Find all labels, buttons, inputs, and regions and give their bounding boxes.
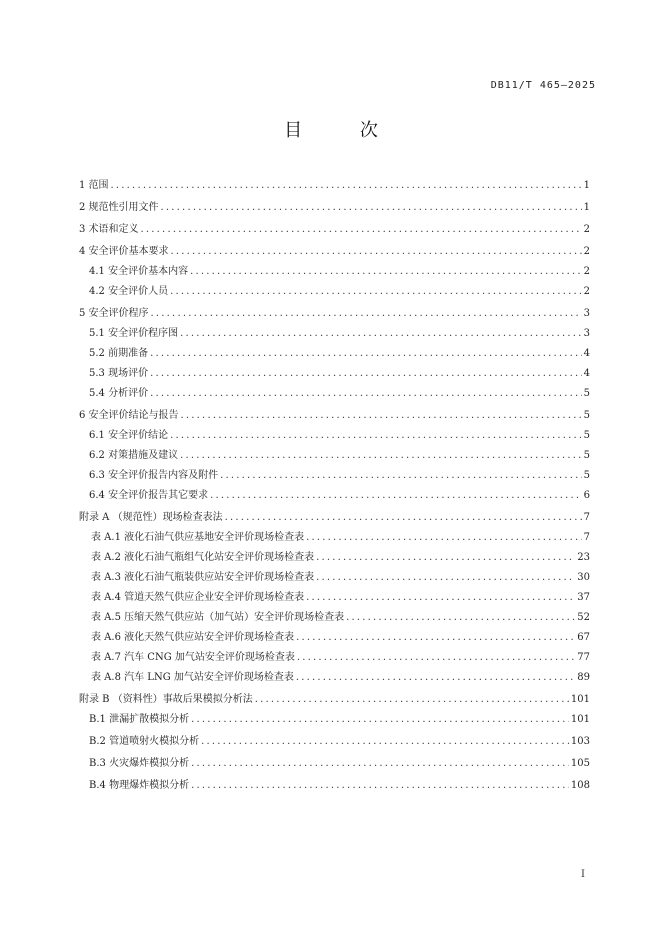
toc-leader-dots <box>150 388 582 400</box>
toc-entry-page: 2 <box>583 286 590 297</box>
toc-leader-dots <box>150 368 582 380</box>
toc-entry-label: 表 A.5 压缩天然气供应站（加气站）安全评价现场检查表 <box>91 612 345 623</box>
toc-leader-dots <box>170 430 582 442</box>
toc-entry[interactable] <box>79 410 590 422</box>
toc-leader-dots <box>170 286 582 298</box>
toc-entry-label: 5.1 安全评价程序图 <box>89 328 179 339</box>
toc-entry[interactable] <box>79 328 590 340</box>
toc-entry[interactable] <box>79 652 590 664</box>
toc-entry[interactable] <box>79 714 590 726</box>
toc-entry-page: 77 <box>577 652 590 663</box>
toc-entry-page: 1 <box>583 202 590 213</box>
toc-entry-label: 4.1 安全评价基本内容 <box>89 266 189 277</box>
toc-entry-page: 89 <box>577 672 590 683</box>
toc-leader-dots <box>306 592 575 604</box>
toc-entry-page: 4 <box>583 368 590 379</box>
toc-entry-label: 1 范围 <box>79 180 109 191</box>
toc-entry-label: 6.1 安全评价结论 <box>89 430 169 441</box>
toc-entry[interactable] <box>79 552 590 564</box>
toc-entry-page: 101 <box>570 694 590 705</box>
toc-entry-page: 5 <box>583 410 590 421</box>
toc-entry-label: 5.3 现场评价 <box>89 368 149 379</box>
toc-leader-dots <box>190 266 582 278</box>
toc-leader-dots <box>346 612 575 624</box>
toc-entry[interactable] <box>79 224 590 236</box>
toc-entry-page: 5 <box>583 450 590 461</box>
toc-entry-page: 37 <box>577 592 590 603</box>
table-of-contents <box>79 172 590 792</box>
toc-entry-label: 表 A.3 液化石油气瓶装供应站安全评价现场检查表 <box>91 572 315 583</box>
toc-entry-page: 3 <box>583 308 590 319</box>
toc-entry-page: 1 <box>583 180 590 191</box>
toc-entry-label: 表 A.6 液化天然气供应站安全评价现场检查表 <box>91 632 295 643</box>
toc-entry[interactable] <box>79 202 590 214</box>
toc-entry-label: 附录 B （资料性）事故后果模拟分析法 <box>79 694 253 705</box>
toc-entry[interactable] <box>79 758 590 770</box>
toc-leader-dots <box>180 328 582 340</box>
toc-leader-dots <box>255 694 569 706</box>
toc-leader-dots <box>150 348 582 360</box>
toc-entry-label: 表 A.4 管道天然气供应企业安全评价现场检查表 <box>91 592 305 603</box>
document-code: DB11/T 465—2025 <box>490 80 596 91</box>
toc-leader-dots <box>316 572 575 584</box>
toc-entry-page: 3 <box>583 328 590 339</box>
toc-entry[interactable] <box>79 246 590 258</box>
toc-entry-label: 3 术语和定义 <box>79 224 139 235</box>
toc-leader-dots <box>297 652 575 664</box>
toc-entry-page: 2 <box>583 246 590 257</box>
toc-entry[interactable] <box>79 266 590 278</box>
toc-entry[interactable] <box>79 308 590 320</box>
toc-entry-label: 4.2 安全评价人员 <box>89 286 169 297</box>
toc-entry-label: 表 A.7 汽车 CNG 加气站安全评价现场检查表 <box>91 652 295 663</box>
toc-entry-page: 105 <box>570 758 590 769</box>
toc-entry-page: 103 <box>570 736 590 747</box>
toc-entry-label: B.1 泄漏扩散模拟分析 <box>89 714 190 725</box>
toc-leader-dots <box>210 490 582 502</box>
toc-entry[interactable] <box>79 470 590 482</box>
toc-leader-dots <box>225 512 582 524</box>
toc-entry[interactable] <box>79 672 590 684</box>
toc-entry-page: 23 <box>577 552 590 563</box>
toc-leader-dots <box>296 672 575 684</box>
toc-entry-page: 6 <box>583 490 590 501</box>
toc-entry[interactable] <box>79 450 590 462</box>
toc-entry-page: 2 <box>583 266 590 277</box>
toc-entry-label: 表 A.2 液化石油气瓶组气化站安全评价现场检查表 <box>91 552 315 563</box>
toc-entry[interactable] <box>79 348 590 360</box>
toc-leader-dots <box>181 410 582 422</box>
toc-leader-dots <box>306 532 582 544</box>
toc-entry-label: 5.2 前期准备 <box>89 348 149 359</box>
toc-entry-label: B.2 管道喷射火模拟分析 <box>89 736 200 747</box>
toc-entry-page: 5 <box>583 430 590 441</box>
toc-entry-label: 5.4 分析评价 <box>89 388 149 399</box>
toc-entry[interactable] <box>79 736 590 748</box>
toc-entry-page: 67 <box>577 632 590 643</box>
toc-leader-dots <box>191 780 569 792</box>
toc-entry[interactable] <box>79 180 590 192</box>
toc-entry-label: 4 安全评价基本要求 <box>79 246 169 257</box>
page-title: 目 次 <box>284 120 404 141</box>
page-number: I <box>581 869 585 880</box>
toc-entry-label: 表 A.1 液化石油气供应基地安全评价现场检查表 <box>91 532 305 543</box>
toc-entry[interactable] <box>79 286 590 298</box>
toc-leader-dots <box>201 736 569 748</box>
toc-entry-page: 30 <box>577 572 590 583</box>
toc-entry-label: 附录 A （规范性）现场检查表法 <box>79 512 223 523</box>
toc-entry[interactable] <box>79 532 590 544</box>
toc-entry-page: 7 <box>583 512 590 523</box>
toc-entry-label: 6.2 对策措施及建议 <box>89 450 179 461</box>
toc-entry[interactable] <box>79 694 590 706</box>
toc-entry-page: 7 <box>583 532 590 543</box>
toc-entry[interactable] <box>79 490 590 502</box>
toc-entry-page: 52 <box>577 612 590 623</box>
toc-leader-dots <box>296 632 575 644</box>
toc-entry-page: 101 <box>570 714 590 725</box>
toc-entry-label: 6.3 安全评价报告内容及附件 <box>89 470 219 481</box>
toc-entry-label: B.3 火灾爆炸模拟分析 <box>89 758 190 769</box>
toc-entry[interactable] <box>79 612 590 624</box>
toc-entry[interactable] <box>79 780 590 792</box>
toc-entry-page: 5 <box>583 388 590 399</box>
toc-entry-label: 5 安全评价程序 <box>79 308 149 319</box>
toc-entry[interactable] <box>79 368 590 380</box>
toc-leader-dots <box>111 180 582 192</box>
toc-leader-dots <box>316 552 575 564</box>
toc-entry[interactable] <box>79 430 590 442</box>
toc-entry-page: 5 <box>583 470 590 481</box>
toc-entry[interactable] <box>79 512 590 524</box>
toc-entry-page: 2 <box>583 224 590 235</box>
toc-entry[interactable] <box>79 388 590 400</box>
toc-leader-dots <box>171 246 582 258</box>
toc-entry[interactable] <box>79 592 590 604</box>
toc-entry-label: 2 规范性引用文件 <box>79 202 159 213</box>
toc-entry-page: 108 <box>570 780 590 791</box>
toc-leader-dots <box>151 308 582 320</box>
toc-leader-dots <box>180 450 582 462</box>
toc-leader-dots <box>161 202 582 214</box>
toc-entry-page: 4 <box>583 348 590 359</box>
toc-entry-label: 6.4 安全评价报告其它要求 <box>89 490 209 501</box>
toc-entry-label: 6 安全评价结论与报告 <box>79 410 179 421</box>
toc-entry-label: 表 A.8 汽车 LNG 加气站安全评价现场检查表 <box>91 672 294 683</box>
toc-leader-dots <box>191 758 569 770</box>
toc-entry-label: B.4 物理爆炸模拟分析 <box>89 780 190 791</box>
toc-leader-dots <box>220 470 582 482</box>
toc-leader-dots <box>191 714 569 726</box>
toc-leader-dots <box>141 224 582 236</box>
toc-entry[interactable] <box>79 632 590 644</box>
toc-entry[interactable] <box>79 572 590 584</box>
